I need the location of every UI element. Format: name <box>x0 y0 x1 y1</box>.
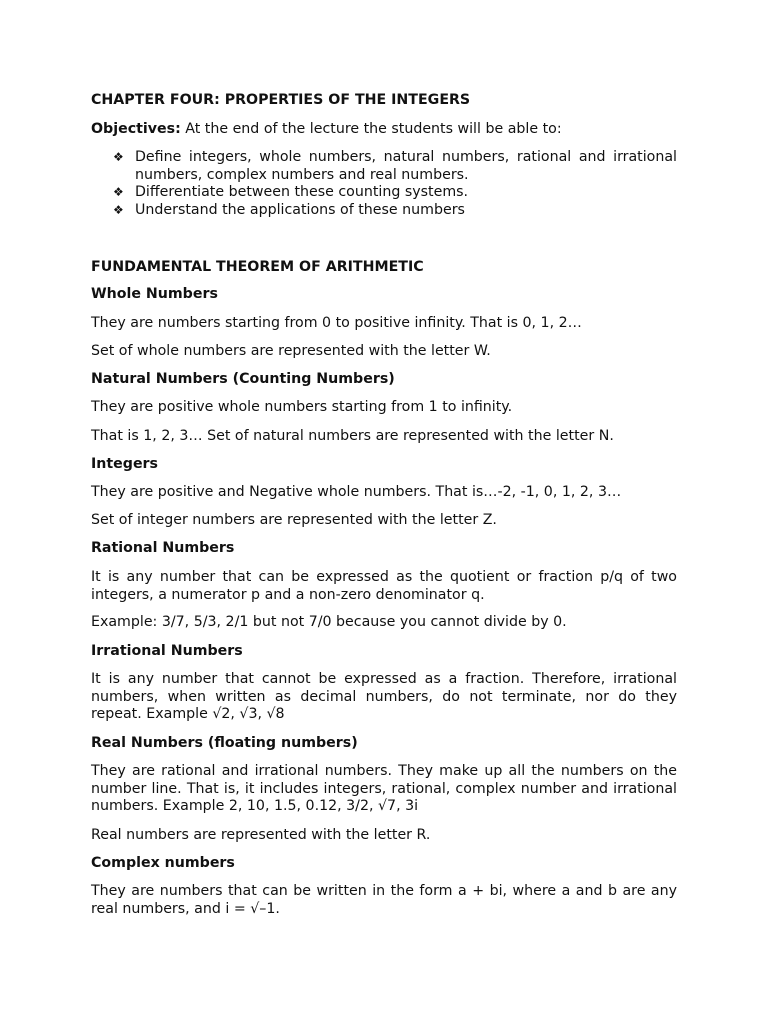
bullet-icon: ❖ <box>113 150 124 164</box>
rational-paragraph: Example: 3/7, 5/3, 2/1 but not 7/0 because you cannot divide by 0. <box>91 614 567 630</box>
integers-heading: Integers <box>91 456 159 472</box>
irrational-paragraph: It is any number that cannot be expressed as a fraction. Therefore, irrational numbers, when written as decimal numbers, do not terminate, nor do they repeat. Example √2, √3, √8 <box>91 671 677 722</box>
objective-item: ❖ Understand the applications of these numbers <box>113 201 465 218</box>
natural-paragraph: That is 1, 2, 3… Set of natural numbers are represented with the letter N. <box>91 428 614 444</box>
natural-paragraph: They are positive whole numbers starting from 1 to infinity. <box>91 399 513 415</box>
real-paragraph: Real numbers are represented with the letter R. <box>91 827 431 843</box>
complex-paragraph: They are numbers that can be written in the form a + bi, where a and b are any real numbers, and i = √–1. <box>91 883 677 917</box>
objective-item: ❖ Differentiate between these counting systems. <box>113 184 469 200</box>
complex-heading: Complex numbers <box>91 855 235 871</box>
whole-paragraph: Set of whole numbers are represented with the letter W. <box>91 343 491 359</box>
objectives-line <box>91 121 677 139</box>
real-heading: Real Numbers (floating numbers) <box>91 735 358 751</box>
bullet-icon: ❖ <box>113 202 124 217</box>
bullet-icon: ❖ <box>113 185 124 199</box>
objective-item: ❖ Define integers, whole numbers, natural numbers, rational and irrational numbers, complex numbers and real numbers. <box>113 149 677 183</box>
rational-heading: Rational Numbers <box>91 540 235 556</box>
whole-heading: Whole Numbers <box>91 286 218 302</box>
section-title: FUNDAMENTAL THEOREM OF ARITHMETIC <box>91 259 424 275</box>
objectives-intro: At the end of the lecture the students will be able to: <box>180 121 562 137</box>
real-paragraph: They are rational and irrational numbers. They make up all the numbers on the number line. That is, it includes integers, rational, complex number and irrational numbers. Example 2, 10, 1.5, 0.12, 3/2, √7, 3i <box>91 763 677 814</box>
natural-heading: Natural Numbers (Counting Numbers) <box>91 371 395 387</box>
objectives-label: Objectives: <box>91 121 181 137</box>
rational-paragraph: It is any number that can be expressed as the quotient or fraction p/q of two integers, a numerator p and a non-zero denominator q. <box>91 569 677 603</box>
whole-paragraph: They are numbers starting from 0 to positive infinity. That is 0, 1, 2… <box>91 315 582 331</box>
irrational-heading: Irrational Numbers <box>91 643 243 659</box>
objectives-list <box>113 149 677 219</box>
integers-paragraph: Set of integer numbers are represented with the letter Z. <box>91 512 497 528</box>
chapter-title: CHAPTER FOUR: PROPERTIES OF THE INTEGERS <box>91 92 471 108</box>
integers-paragraph: They are positive and Negative whole numbers. That is…-2, -1, 0, 1, 2, 3… <box>91 484 622 500</box>
